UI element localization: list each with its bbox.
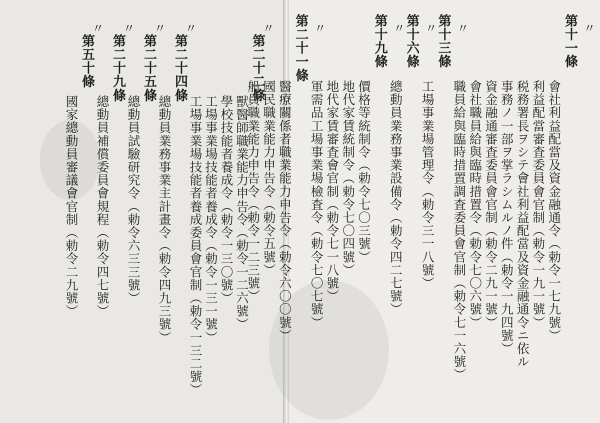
- ordinance-entry: 國家總動員審議會官制（勅令二九號）: [64, 95, 79, 318]
- ditto-mark: 〃: [261, 22, 275, 34]
- ordinance-entry: 醫療關係者職業能力申告令（勅令六〇〇號）: [277, 80, 293, 342]
- ditto-mark: 〃: [391, 22, 406, 34]
- ordinance-entry: 船員職業能力申告令（勅令一二三號）: [245, 80, 261, 303]
- ordinance-entry: 價格等統制令（勅令七〇三號）: [356, 80, 372, 264]
- ditto-mark: 〃: [312, 22, 327, 34]
- ordinance-entry: 資金融通審査委員會官制（勅令二九一號）: [483, 80, 499, 329]
- article-heading: 第十九條: [371, 14, 387, 69]
- article-heading: 第二十九條: [110, 34, 125, 102]
- ordinance-entry: 總動員補償委員會規程（勅令四七號）: [95, 95, 110, 318]
- ordinance-entry: 國民職業能力申告令（勅令五號）: [261, 80, 277, 277]
- ordinance-entry: 總動員業務事業主計畫令（勅令四九三號）: [157, 95, 172, 344]
- article-heading: 第二十二條: [249, 34, 265, 102]
- ordinance-entry: 總動員業務事業設備令（勅令四二七號）: [388, 80, 404, 316]
- ordinance-entry: 事務ノ一部ヲ掌ラシムルノ件（勅令一九四號）: [499, 80, 515, 356]
- ordinance-entry: 軍需品工場事業場檢査令（勅令七〇七號）: [309, 80, 325, 329]
- ditto-mark: 〃: [152, 22, 167, 34]
- article-heading: 第十三條: [435, 14, 451, 69]
- ordinance-entry: 會社職員給與臨時措置令（勅令七〇六號）: [467, 80, 483, 329]
- ordinance-entry: 工場事業場技能者養成令（勅令一三一號）: [203, 95, 219, 344]
- ditto-mark: 〃: [423, 22, 438, 34]
- article-heading: 第二十五條: [141, 34, 156, 102]
- left-page: [0, 0, 283, 423]
- ditto-mark: 〃: [90, 22, 105, 34]
- ordinance-entry: 獸醫師職業能力申告令（勅令一二六號）: [234, 95, 250, 331]
- ordinance-entry: 總動員試驗研究令（勅令六三三號）: [126, 95, 141, 305]
- ordinance-entry: 工場事業場管理令（勅令三一八號）: [420, 80, 436, 290]
- ditto-mark: 〃: [183, 22, 198, 34]
- article-heading: 第二十一條: [292, 14, 308, 82]
- article-heading: 第十六條: [403, 14, 419, 69]
- ordinance-entry: 地代家賃審査會官制（勅令七一八號）: [324, 80, 340, 303]
- ordinance-entry: 利益配當審査委員會官制（勅令一九一號）: [530, 80, 546, 329]
- article-heading: 第五十條: [79, 34, 94, 89]
- article-heading: 第二十四條: [172, 34, 187, 102]
- ditto-mark: 〃: [121, 22, 136, 34]
- ordinance-entry: 學校技能者養成令（勅令一三〇號）: [219, 95, 234, 305]
- ordinance-entry: 職員給與臨時措置調査委員會官制（勅令七一六號）: [451, 80, 467, 382]
- ditto-mark: 〃: [582, 22, 596, 34]
- ordinance-entry: 税務署長ヲシテ會社利益配當及資金融通令ニ依ル: [515, 80, 531, 369]
- ordinance-entry: 會社利益配當及資金融通令（勅令一七九號）: [546, 80, 562, 342]
- ditto-mark: 〃: [455, 22, 470, 34]
- ordinance-entry: 地代家賃統制令（勅令七〇四號）: [340, 80, 356, 277]
- ordinance-entry: 工場事業場技能者養成委員會官制（勅令一三二號）: [188, 95, 203, 397]
- article-heading: 第十一條: [562, 14, 577, 69]
